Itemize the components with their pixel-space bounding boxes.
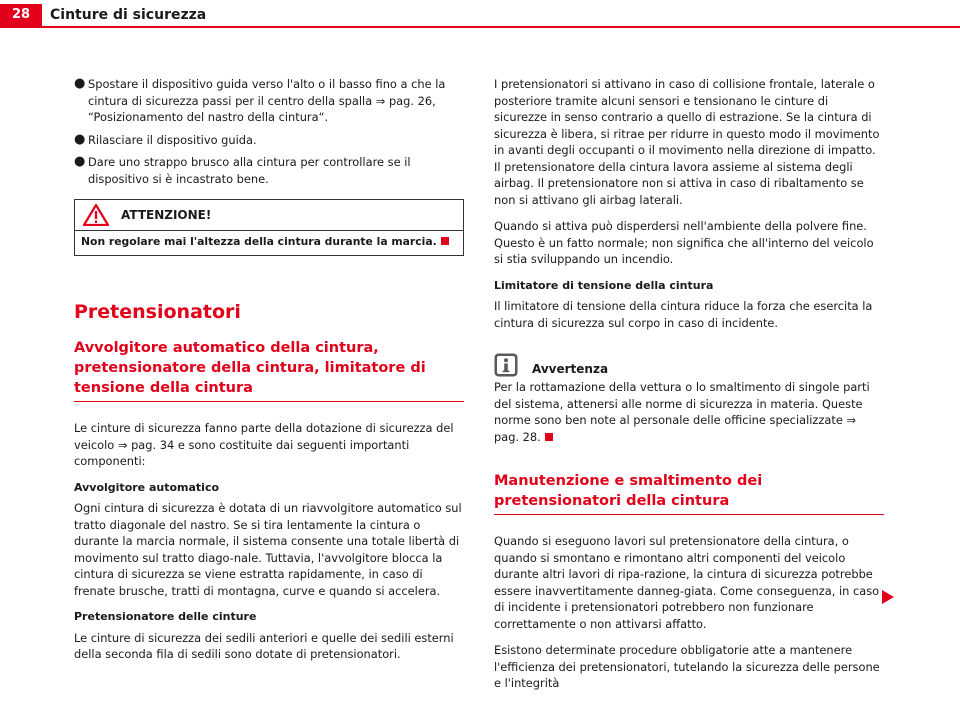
bullet-icon: ● xyxy=(74,131,86,147)
continue-arrow-icon xyxy=(882,590,894,604)
subheading-automatic-retractor: Avvolgitore automatico xyxy=(74,480,220,494)
left-column xyxy=(74,76,464,673)
note-paragraph-container xyxy=(494,379,884,445)
chapter-title: Cinture di sicurezza xyxy=(50,7,207,23)
intro-paragraph: Le cinture di sicurezza fanno parte della dotazione di sicurezza del veicolo ⇒ pag. 34 e sono costituite dai seguenti importanti componenti: xyxy=(74,421,454,468)
section-heading: Pretensionatori xyxy=(74,300,241,323)
warning-header xyxy=(75,200,463,231)
bullet-item xyxy=(74,76,464,126)
maintenance-heading: Manutenzione e smaltimento dei pretensionatori della cintura xyxy=(494,471,884,515)
bullet-item xyxy=(74,154,464,187)
note-text: Per la rottamazione della vettura o lo smaltimento di singole parti del sistema, attenersi alle norme di sicurezza in materia. Queste norme sono ben note al personale delle officine specializzate ⇒ pag. 28. xyxy=(494,380,870,444)
note-header xyxy=(494,353,884,377)
subheading-pretensioner: Pretensionatore delle cinture xyxy=(74,610,257,623)
bullet-text: Spostare il dispositivo guida verso l'alto o il basso fino a che la cintura di sicurezza passi per il centro della spalla ⇒ pag. 26, “Posizionamento del nastro della cintura“. xyxy=(88,77,446,124)
warning-box xyxy=(74,199,464,256)
section-end-icon xyxy=(441,237,449,245)
warning-text: Non regolare mai l'altezza della cintura durante la marcia. xyxy=(81,235,437,248)
warning-text-container xyxy=(75,231,463,255)
retractor-paragraph: Ogni cintura di sicurezza è dotata di un riavvolgitore automatico sul tratto diagonale del nastro. Se si tira lentamente la cintura o durante la marcia normale, il sistema consente una totale libertà di movimento sul tratto diago-nale. Tuttavia, l'avvolgitore blocca la cintura di sicurezza se viene estratta rapidamente, in caso di frenate brusche, tratti di montagna, curve e quando si accelera. xyxy=(74,501,462,598)
bullet-text: Dare uno strappo brusco alla cintura per controllare se il dispositivo si è incastrato bene. xyxy=(88,155,411,186)
bullet-item xyxy=(74,132,464,149)
subsection-heading: Avvolgitore automatico della cintura, pretensionatore della cintura, limitatore di tensione della cintura xyxy=(74,338,464,402)
right-column xyxy=(494,76,884,702)
page-header xyxy=(0,0,960,28)
warning-triangle-icon xyxy=(83,204,109,226)
warning-title: ATTENZIONE! xyxy=(121,207,212,222)
note-title: Avvertenza xyxy=(532,361,609,376)
procedures-paragraph: Esistono determinate procedure obbligatorie atte a mantenere l'efficienza dei pretensionatori, tutelando la sicurezza delle persone e l'integrità xyxy=(494,643,880,690)
bullet-text: Rilasciare il dispositivo guida. xyxy=(88,132,257,147)
bullet-icon: ● xyxy=(74,76,86,91)
page-number: 28 xyxy=(0,4,42,26)
info-note-icon xyxy=(494,353,518,377)
pretensioner-paragraph: Le cinture di sicurezza dei sedili anteriori e quelle dei sedili esterni della seconda fila di sedili sono dotate di pretensionatori. xyxy=(74,630,454,661)
force-limiter-paragraph: Il limitatore di tensione della cintura riduce la forza che esercita la cintura di sicurezza sul corpo in caso di incidente. xyxy=(494,299,873,330)
subheading-force-limiter: Limitatore di tensione della cintura xyxy=(494,278,714,292)
bullet-icon: ● xyxy=(74,154,86,169)
header-rule xyxy=(0,26,960,28)
maintenance-paragraph: Quando si eseguono lavori sul pretensionatore della cintura, o quando si smontano e rimontano altri componenti del veicolo durante altri lavori di ripa-razione, la cintura di sicurezza potrebbe essere inavvertitamente danneg-giata. Come conseguenza, in caso di incidente i pretensionatori potrebbero non funzionare correttamente o non attivarsi affatto. xyxy=(494,534,880,631)
dust-paragraph: Quando si attiva può disperdersi nell'ambiente della polvere fine. Questo è un fatto normale; non significa che all'interno del veicolo si stia sviluppando un incendio. xyxy=(494,219,874,266)
section-end-icon xyxy=(545,433,553,441)
activation-paragraph: I pretensionatori si attivano in caso di collisione frontale, laterale o posteriore tramite alcuni sensori e tensionano le cinture di sicurezze in senso contrario a quello di estrazione. Se la cintura di sicurezza è libera, si ritrae per ridurre in questo modo il movimento in avanti degli occupanti o il movimento nella direzione di impatto. Il pretensionatore della cintura lavora assieme al sistema degli airbag. Il pretensionatore non si attiva in caso di ribaltamento se non si attivano gli airbag laterali. xyxy=(494,77,880,207)
